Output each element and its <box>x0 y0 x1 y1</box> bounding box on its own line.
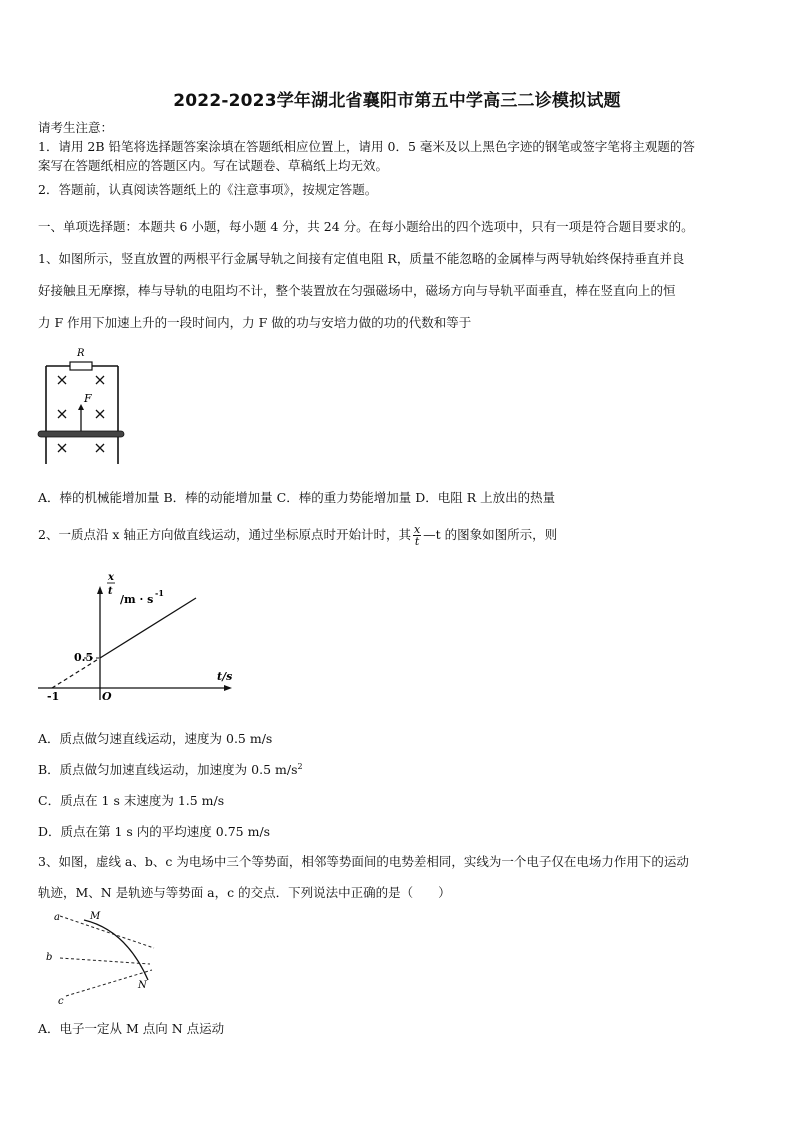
graph-y-label-den: t <box>108 586 113 597</box>
graph-y-unit: /m · s <box>120 593 154 606</box>
metal-rod <box>38 431 124 437</box>
q3-stem-line1: 3、如图，虚线 a、b、c 为电场中三个等势面，相邻等势面间的电势差相同，实线为一个电子仅在电场力作用下的运动 <box>38 854 689 869</box>
fraction-denominator: t <box>414 535 420 548</box>
graph-x-label: t/s <box>217 670 233 683</box>
q2-stem-part1: 2、一质点沿 x 轴正方向做直线运动，通过坐标原点时开始计时，其 <box>38 527 411 542</box>
q3-stem-line2: 轨迹，M、N 是轨迹与等势面 a，c 的交点．下列说法中正确的是（ ） <box>38 885 451 900</box>
notice-item-1b: 案写在答题纸相应的答题区内。写在试题卷、草稿纸上均无效。 <box>38 158 389 173</box>
q3-option-a: A．电子一定从 M 点向 N 点运动 <box>38 1021 225 1036</box>
q2-stem <box>38 524 557 547</box>
resistor-symbol <box>70 362 92 370</box>
q1-stem-line2: 好接触且无摩擦，棒与导轨的电阻均不计，整个装置放在匀强磁场中，磁场方向与导轨平面垂直，棒在竖直向上的恒 <box>38 283 676 298</box>
graph-y-unit-exp: -1 <box>155 588 164 598</box>
section-heading: 一、单项选择题：本题共 6 小题，每小题 4 分，共 24 分。在每小题给出的四个选项中，只有一项是符合题目要求的。 <box>38 219 694 234</box>
q1-figure-rails <box>34 344 126 466</box>
q2-option-a: A．质点做匀速直线运动，速度为 0.5 m/s <box>38 731 273 746</box>
notice-heading: 请考生注意： <box>38 120 114 135</box>
q2-option-b <box>38 760 303 778</box>
graph-origin: O <box>102 690 112 702</box>
graph-x-tick: -1 <box>47 690 60 702</box>
graph-y-label-num: x <box>108 572 114 583</box>
force-label: F <box>84 392 92 405</box>
q2-option-b-text: B．质点做匀加速直线运动，加速度为 0.5 m/s <box>38 762 298 777</box>
notice-item-2: 2．答题前，认真阅读答题纸上的《注意事项》，按规定答题。 <box>38 182 378 197</box>
equipotential-a <box>60 916 154 948</box>
q3-figure <box>40 908 170 1008</box>
label-N: N <box>138 980 147 991</box>
graph-data-line <box>100 598 196 658</box>
q2-graph <box>34 570 244 702</box>
graph-y-tick: 0.5 <box>74 651 94 664</box>
electron-trajectory <box>84 920 148 980</box>
q1-stem-line3: 力 F 作用下加速上升的一段时间内，力 F 做的功与安培力做的功的代数和等于 <box>38 315 472 330</box>
fraction-numerator: x <box>413 523 421 536</box>
q2-option-d: D．质点在第 1 s 内的平均速度 0.75 m/s <box>38 824 271 839</box>
label-a: a <box>54 912 60 923</box>
q2-option-c: C．质点在 1 s 末速度为 1.5 m/s <box>38 793 225 808</box>
q2-stem-part2: —t 的图象如图所示，则 <box>423 527 558 542</box>
page-title: 2022-2023学年湖北省襄阳市第五中学高三二诊模拟试题 <box>173 91 621 111</box>
q1-options: A．棒的机械能增加量 B．棒的动能增加量 C．棒的重力势能增加量 D．电阻 R 上放出的热量 <box>38 490 556 505</box>
label-c: c <box>58 996 64 1007</box>
label-b: b <box>46 952 53 963</box>
resistor-label: R <box>77 348 85 359</box>
q1-stem-line1: 1、如图所示，竖直放置的两根平行金属导轨之间接有定值电阻 R，质量不能忽略的金属棒与两导轨始终保持垂直并良 <box>38 251 685 266</box>
q2-option-b-exponent: 2 <box>297 761 303 771</box>
notice-item-1a: 1．请用 2B 铅笔将选择题答案涂填在答题纸相应位置上，请用 0．5 毫米及以上黑色字迹的钢笔或签字笔将主观题的答 <box>38 139 695 154</box>
q2-stem-fraction <box>413 524 421 547</box>
label-M: M <box>90 911 101 922</box>
